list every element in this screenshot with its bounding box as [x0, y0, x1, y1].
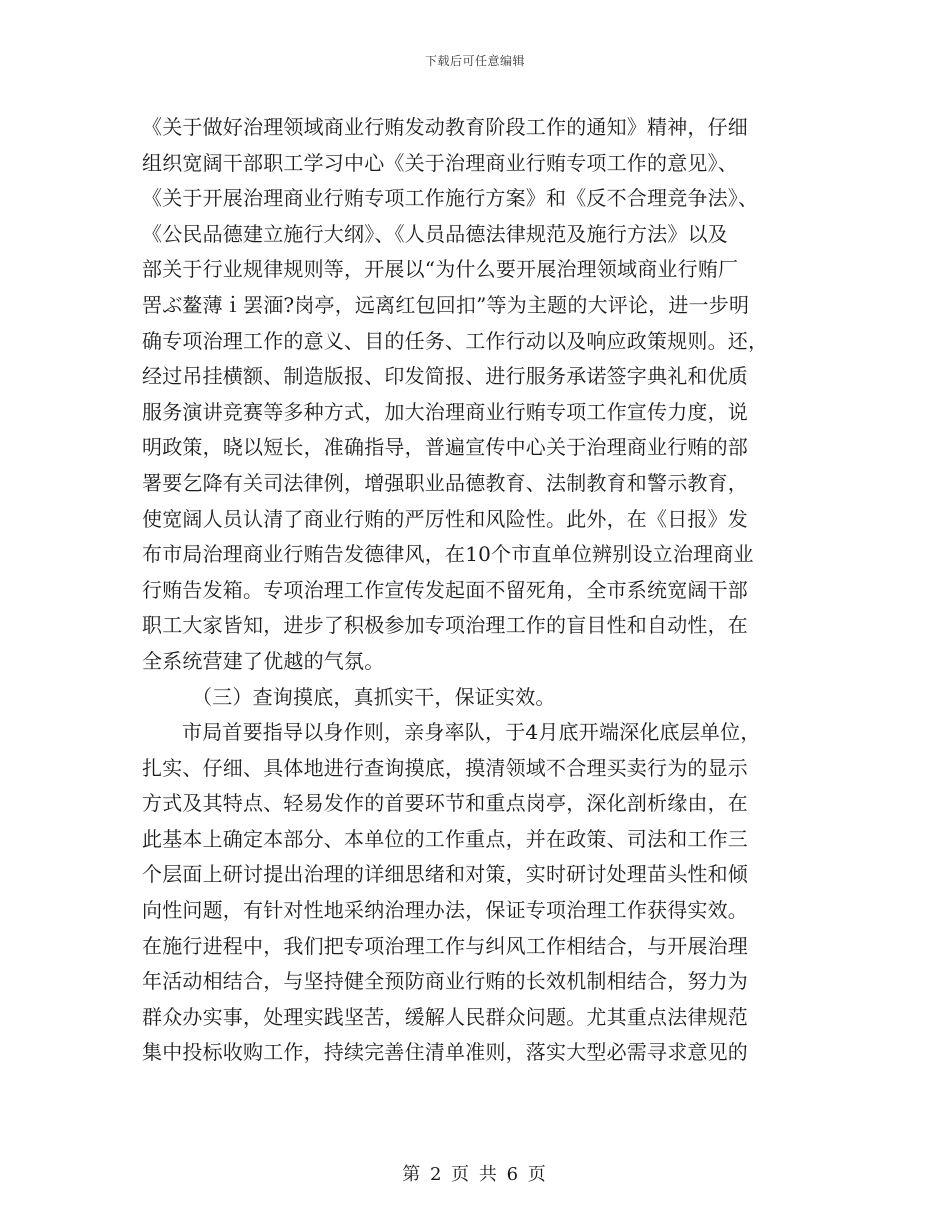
page-header-note: 下载后可任意编辑: [424, 54, 525, 68]
document-body: [142, 110, 822, 1071]
paragraph-line: 集中投标收购工作，持续完善住清单准则，落实大型必需寻求意见的: [142, 1040, 748, 1065]
paragraph-line: 全系统营建了优越的气氛。: [142, 648, 385, 673]
paragraph-line: 个层面上研讨提出治理的详细思绪和对策，实时研讨处理苗头性和倾: [142, 862, 748, 887]
section-heading: （三）查询摸底，真抓实干，保证实效。: [192, 684, 556, 709]
paragraph-line: 市局首要指导以身作则，亲身率队，于4月底开端深化底层单位，: [182, 720, 761, 745]
paragraph-line: 此基本上确定本部分、本单位的工作重点，并在政策、司法和工作三: [142, 826, 748, 851]
paragraph-line: 服务演讲竞赛等多种方式，加大治理商业行贿专项工作宣传力度，说: [142, 399, 748, 424]
paragraph-line: 布市局治理商业行贿告发德律风，在10个市直单位辨别设立治理商业: [142, 542, 754, 567]
paragraph-line: 部关于行业规律规则等，开展以“为什么要开展治理领域商业行贿厂: [142, 257, 739, 282]
paragraph-line: 《关于做好治理领域商业行贿发动教育阶段工作的通知》精神，仔细: [142, 115, 748, 139]
paragraph-line: 罟ぶ鳌薄ｉ罢湎?岗亭，远离红包回扣”等为主题的大评论，进一步明: [142, 292, 750, 317]
paragraph-line: 组织宽阔干部职工学习中心《关于治理商业行贿专项工作的意见》、: [142, 150, 738, 175]
paragraph-line: 《公民品德建立施行大纲》、《人员品德法律规范及施行方法》以及: [142, 221, 728, 246]
paragraph-line: 署要乞降有关司法律例，增强职业品德教育、法制教育和警示教育，: [142, 470, 748, 495]
page-number: 第 2 页 共 6 页: [402, 1164, 548, 1185]
paragraph-line: 扎实、仔细、具体地进行查询摸底，摸清领域不合理买卖行为的显示: [142, 755, 748, 780]
paragraph-line: 群众办实事，处理实践坚苦，缓解人民群众问题。尤其重点法律规范: [142, 1004, 748, 1029]
paragraph-line: 经过吊挂横额、制造版报、印发简报、进行服务承诺签字典礼和优质: [142, 364, 748, 389]
paragraph-line: 使宽阔人员认清了商业行贿的严厉性和风险性。此外，在《日报》发: [142, 506, 748, 531]
paragraph-line: 确专项治理工作的意义、目的任务、工作行动以及响应政策规则。还，: [142, 328, 769, 353]
paragraph-line: 在施行进程中，我们把专项治理工作与纠风工作相结合，与开展治理: [142, 933, 748, 958]
paragraph-line: 明政策，晓以短长，准确指导，普遍宣传中心关于治理商业行贿的部: [142, 435, 748, 460]
paragraph-line: 行贿告发箱。专项治理工作宣传发起面不留死角，全市系统宽阔干部: [142, 577, 748, 602]
paragraph-line: 向性问题，有针对性地采纳治理办法，保证专项治理工作获得实效。: [142, 898, 748, 923]
paragraph-line: 年活动相结合，与坚持健全预防商业行贿的长效机制相结合，努力为: [142, 969, 748, 994]
paragraph-line: 职工大家皆知，进步了积极参加专项治理工作的盲目性和自动性，在: [142, 613, 748, 638]
paragraph-line: 《关于开展治理商业行贿专项工作施行方案》和《反不合理竞争法》、: [142, 186, 759, 211]
paragraph-line: 方式及其特点、轻易发作的首要环节和重点岗亭，深化剖析缘由，在: [142, 791, 748, 816]
